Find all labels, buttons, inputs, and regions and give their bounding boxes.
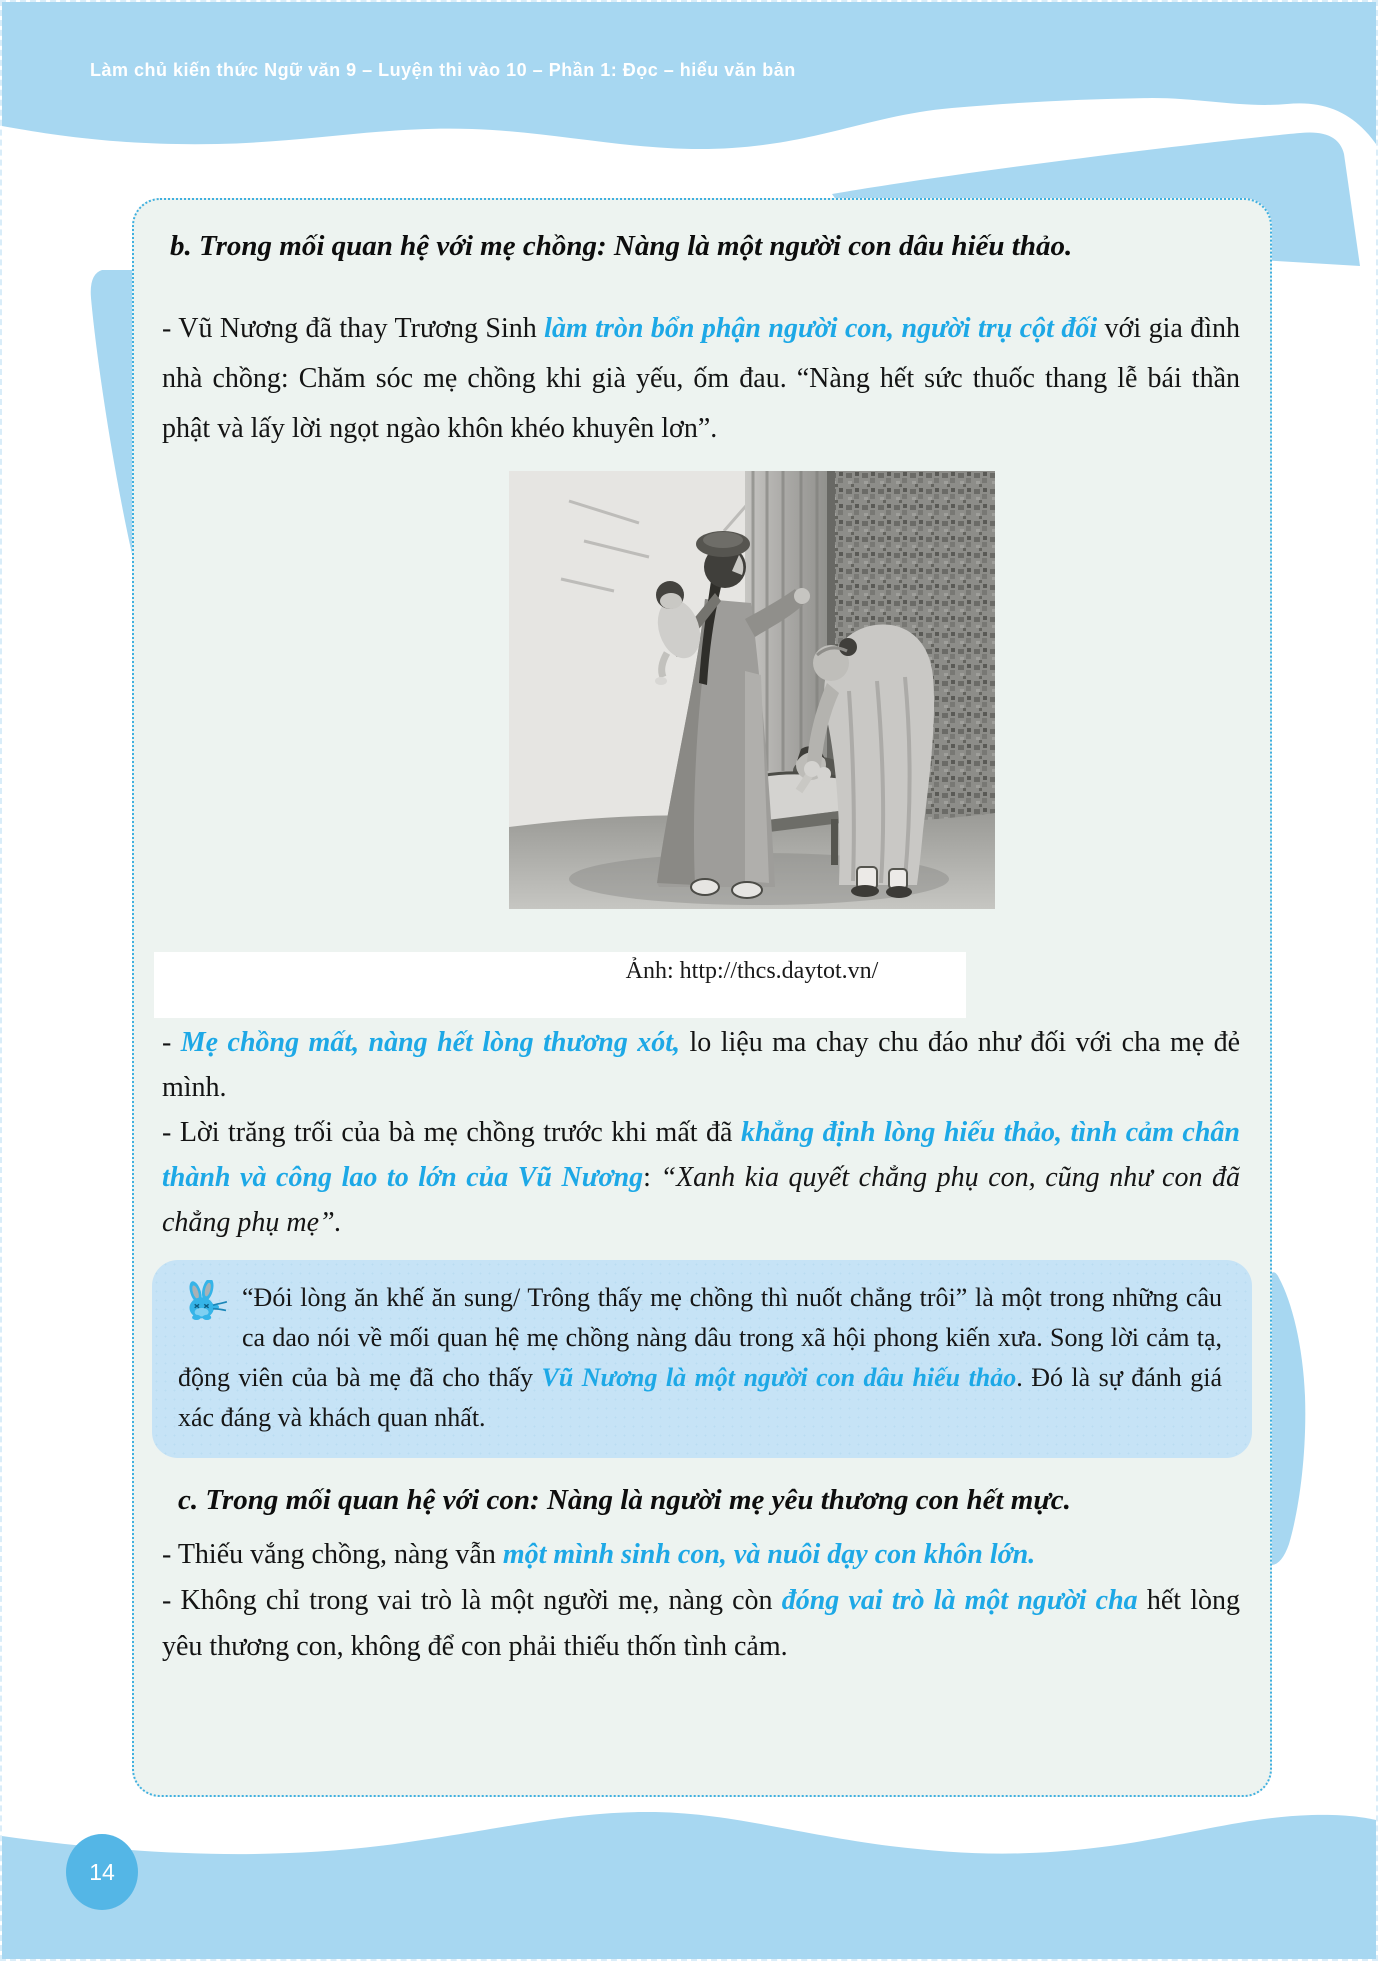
text-run-accent: Vũ Nương là một người con dâu hiếu thảo xyxy=(541,1363,1017,1392)
text-run-accent: khẳng định lòng hiếu thảo, tình cảm chân thành và công lao to lớn của Vũ Nương xyxy=(162,1117,1240,1193)
footer-wave-shape xyxy=(2,1809,1378,1959)
text-run: - xyxy=(162,1027,181,1058)
text-run: lo liệu ma chay chu đáo như đối với cha mẹ đẻ mình. xyxy=(162,1027,1241,1103)
text-run: - Vũ Nương đã thay Trương Sinh xyxy=(162,313,545,344)
text-run-accent: Mẹ chồng mất, nàng hết lòng thương xót, xyxy=(180,1027,681,1058)
paragraph-father-role xyxy=(162,1578,1240,1670)
text-run: - Lời trăng trối của bà mẹ chồng trước khi mất đã xyxy=(162,1117,741,1148)
note-box xyxy=(152,1260,1252,1458)
paragraph-mourning xyxy=(162,1020,1240,1110)
figure-caption: Ảnh: http://thcs.daytot.vn/ xyxy=(625,958,879,984)
page-number: 14 xyxy=(89,1858,115,1885)
text-run: : xyxy=(643,1162,661,1193)
bunny-icon xyxy=(180,1280,232,1320)
analysis-paragraphs xyxy=(162,1020,1240,1245)
text-run: - Thiếu vắng chồng, nàng vẫn xyxy=(162,1539,503,1570)
text-run: . Đó là sự đánh giá xác đáng và khách quan nhất. xyxy=(178,1363,1222,1432)
content-panel xyxy=(132,198,1272,1797)
text-run: “Đói lòng ăn khế ăn sung/ Trông thấy mẹ chồng thì nuốt chẳng trôi” là một trong những câu ca dao nói về mối quan hệ mẹ chồng nàng dâu trong xã hội phong kiến xưa. Song lời cảm tạ, động viên của bà mẹ đã cho thấy xyxy=(178,1283,1222,1392)
paragraph-duty xyxy=(162,304,1240,454)
paragraph-last-words xyxy=(162,1110,1240,1245)
text-run-quote: “Xanh kia quyết chẳng phụ con, cũng như con đã chẳng phụ mẹ”. xyxy=(162,1162,1241,1238)
text-run-accent: đóng vai trò là một người cha xyxy=(781,1585,1138,1616)
text-run: với gia đình nhà chồng: Chăm sóc mẹ chồng khi già yếu, ốm đau. “Nàng hết sức thuốc thang lễ bái thần phật và lấy lời ngọt ngào khôn khéo khuyên lơn”. xyxy=(162,313,1240,444)
text-run-accent: làm tròn bổn phận người con, người trụ cột đối xyxy=(544,313,1098,344)
text-run-accent: một mình sinh con, và nuôi dạy con khôn lớn. xyxy=(502,1539,1036,1570)
section-b-heading: b. Trong mối quan hệ với mẹ chồng: Nàng là một người con dâu hiếu thảo. xyxy=(170,230,1073,262)
running-head: Làm chủ kiến thức Ngữ văn 9 – Luyện thi vào 10 – Phần 1: Đọc – hiểu văn bản xyxy=(90,60,796,80)
illustration-caring-for-mother-in-law xyxy=(509,471,995,909)
section-c-heading: c. Trong mối quan hệ với con: Nàng là người mẹ yêu thương con hết mực. xyxy=(178,1484,1071,1516)
text-run: - Không chỉ trong vai trò là một người mẹ, nàng còn xyxy=(162,1585,782,1616)
decor-wedge-right-icon xyxy=(1270,1272,1320,1567)
text-run: hết lòng yêu thương con, không để con phải thiếu thốn tình cảm. xyxy=(162,1585,1240,1662)
paragraph-raising-child xyxy=(162,1532,1240,1578)
decor-wedge-left-icon xyxy=(86,270,134,560)
page-number-badge xyxy=(66,1834,138,1910)
header-wave-shape xyxy=(2,2,1378,177)
section-c-paragraphs xyxy=(162,1532,1240,1670)
